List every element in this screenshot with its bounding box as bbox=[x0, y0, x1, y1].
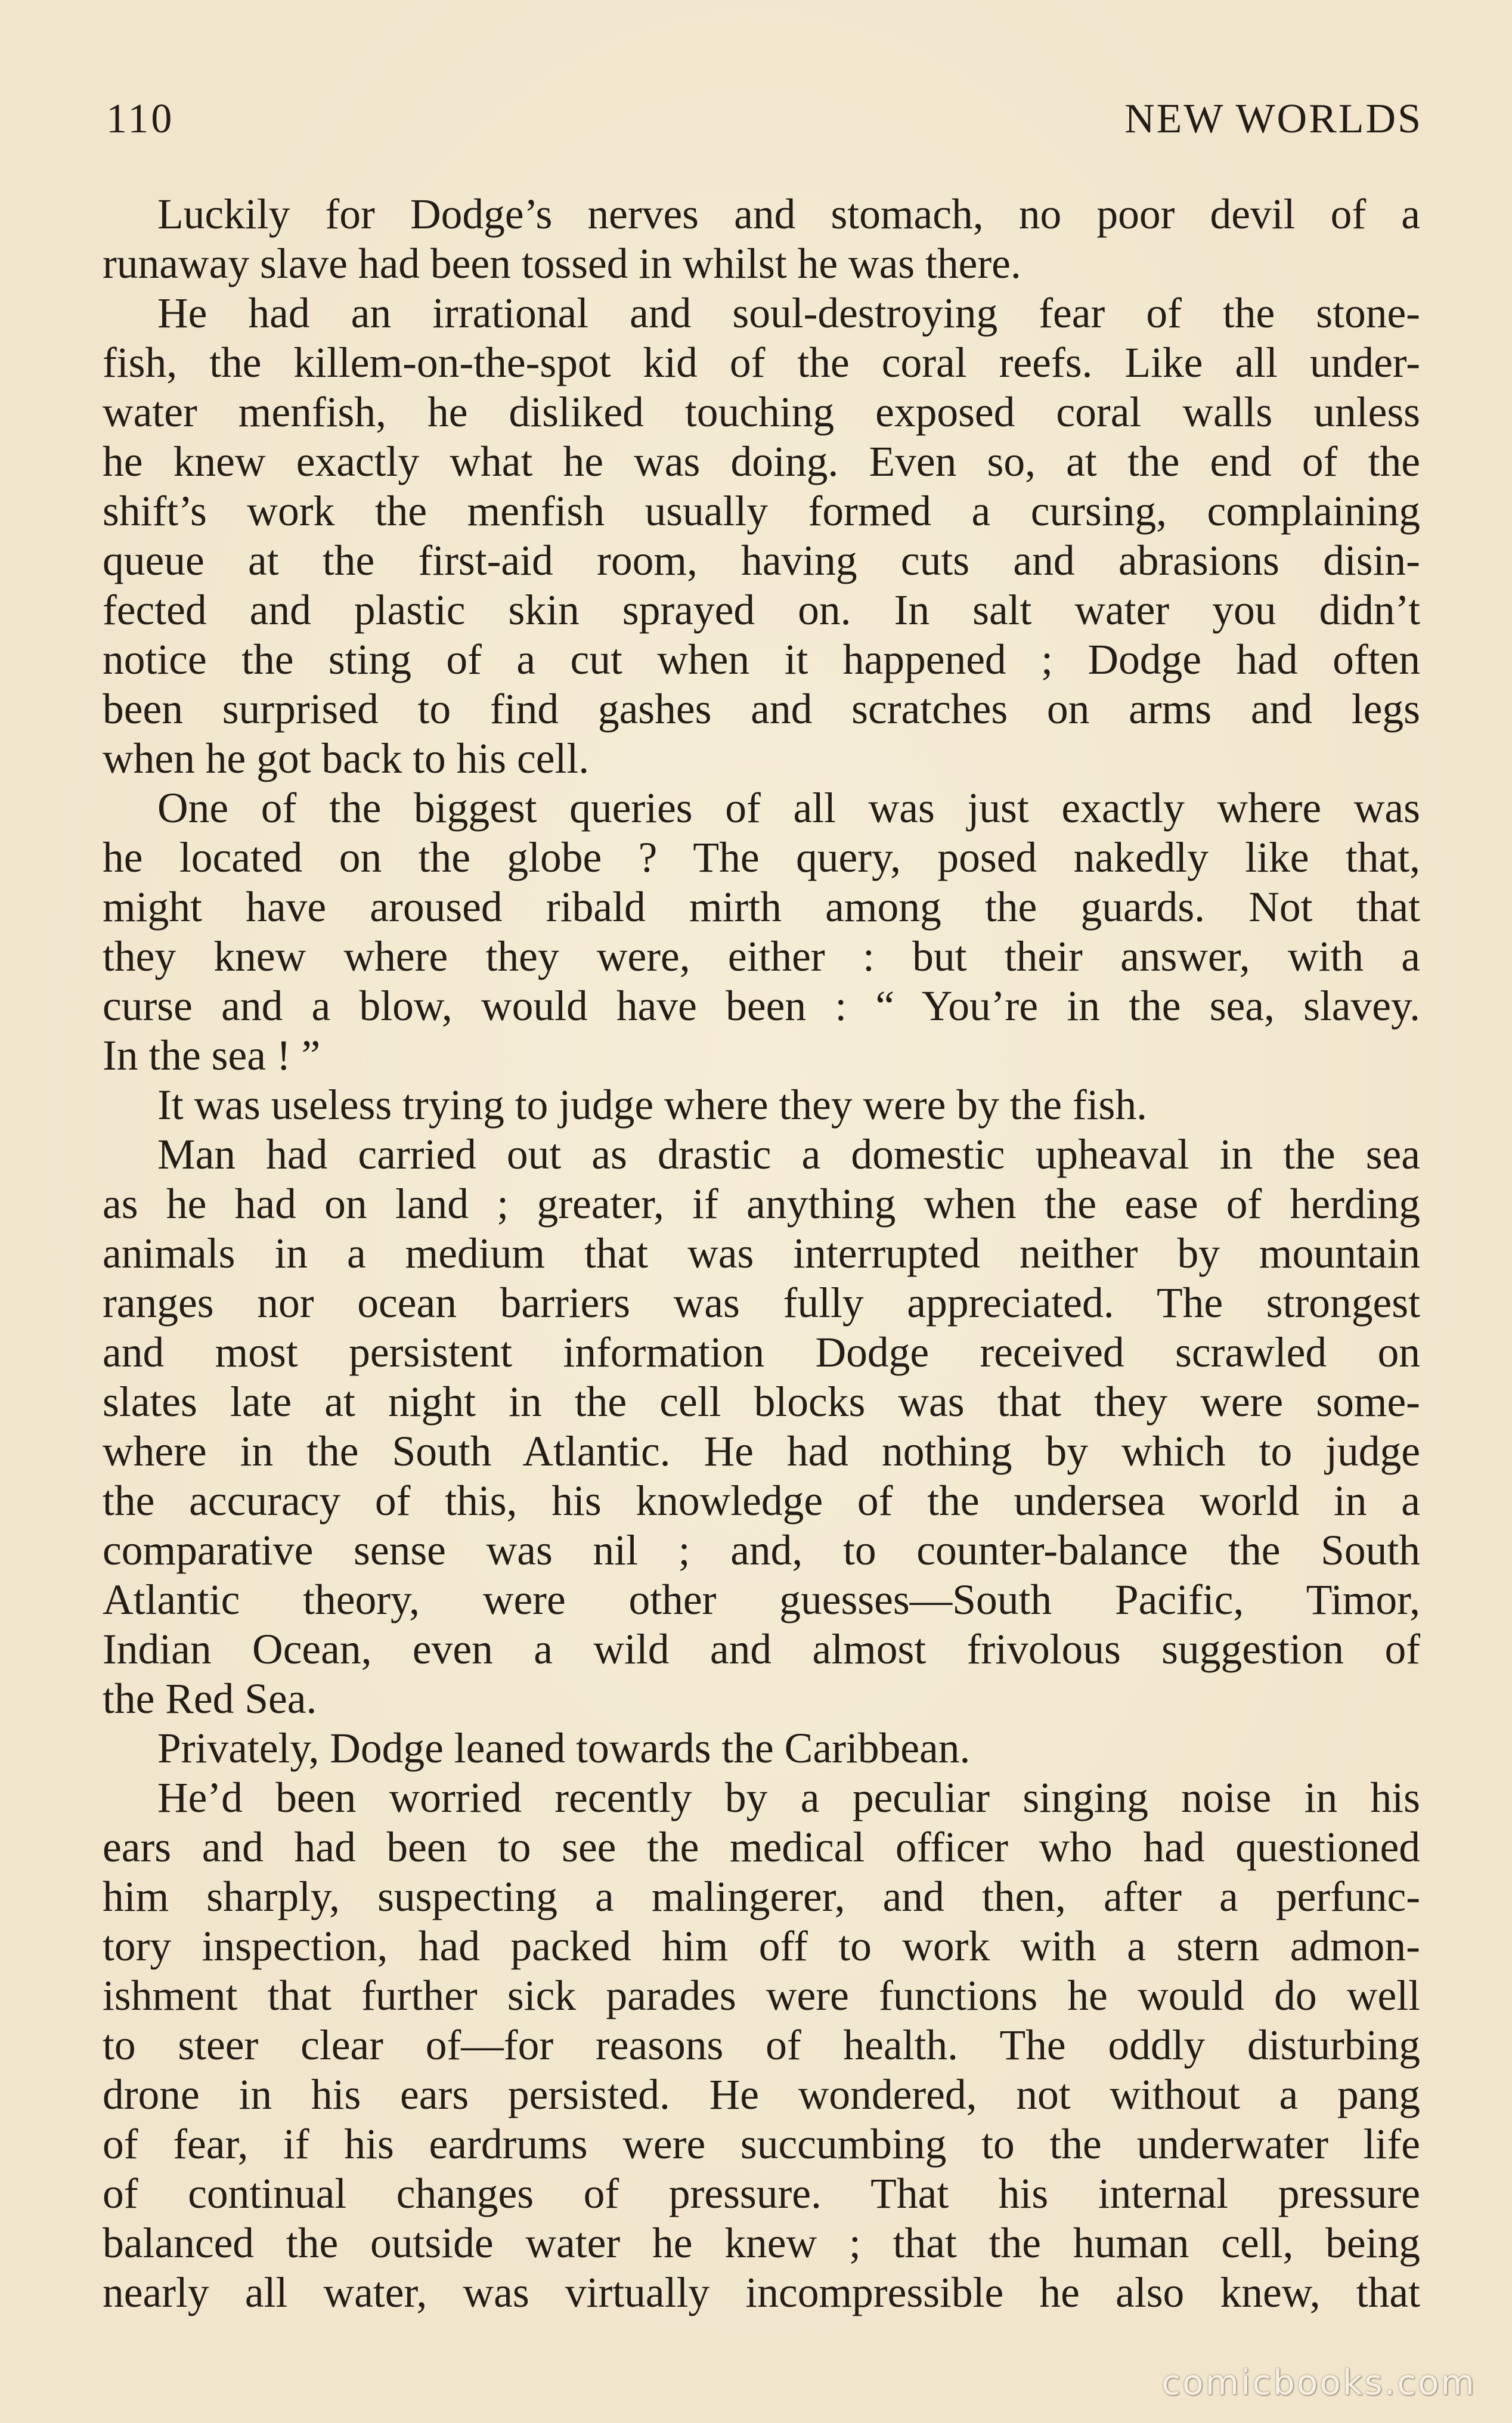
text-line: they knew where they were, either : but their answer, with a bbox=[103, 933, 1420, 980]
text-line: him sharply, suspecting a malingerer, and then, after a perfunc- bbox=[103, 1873, 1420, 1920]
text-line: nearly all water, was virtually incompressible he also knew, that bbox=[103, 2269, 1420, 2316]
text-line: In the sea ! ” bbox=[103, 1032, 321, 1079]
text-line: Indian Ocean, even a wild and almost frivolous suggestion of bbox=[103, 1626, 1420, 1673]
text-line: and most persistent information Dodge received scrawled on bbox=[103, 1329, 1420, 1376]
text-line: fected and plastic skin sprayed on. In salt water you didn’t bbox=[103, 587, 1420, 634]
text-line: Man had carried out as drastic a domestic upheaval in the sea bbox=[157, 1131, 1420, 1178]
text-line: when he got back to his cell. bbox=[103, 735, 590, 782]
text-line: of continual changes of pressure. That his internal pressure bbox=[103, 2170, 1420, 2217]
text-line: slates late at night in the cell blocks was that they were some- bbox=[103, 1378, 1420, 1426]
text-line: the Red Sea. bbox=[103, 1675, 317, 1722]
page-number: 110 bbox=[106, 96, 175, 142]
running-head: NEW WORLDS bbox=[1124, 96, 1423, 142]
text-line: He’d been worried recently by a peculiar singing noise in his bbox=[157, 1774, 1420, 1821]
text-line: Luckily for Dodge’s nerves and stomach, no poor devil of a bbox=[157, 191, 1420, 238]
page-header bbox=[106, 89, 1423, 149]
text-line: tory inspection, had packed him off to work with a stern admon- bbox=[103, 1923, 1420, 1970]
text-line: Atlantic theory, were other guesses—South Pacific, Timor, bbox=[103, 1576, 1420, 1623]
text-line: he located on the globe ? The query, posed nakedly like that, bbox=[103, 834, 1420, 881]
text-line: animals in a medium that was interrupted neither by mountain bbox=[103, 1230, 1420, 1277]
text-line: been surprised to find gashes and scratches on arms and legs bbox=[103, 686, 1420, 733]
text-line: he knew exactly what he was doing. Even so, at the end of the bbox=[103, 438, 1420, 485]
text-line: It was useless trying to judge where they were by the fish. bbox=[157, 1082, 1147, 1129]
text-line: ears and had been to see the medical officer who had questioned bbox=[103, 1824, 1420, 1871]
text-line: water menfish, he disliked touching exposed coral walls unless bbox=[103, 389, 1420, 436]
text-line: balanced the outside water he knew ; that the human cell, being bbox=[103, 2220, 1420, 2267]
text-line: ishment that further sick parades were functions he would do well bbox=[103, 1972, 1420, 2019]
text-line: queue at the first-aid room, having cuts and abrasions disin- bbox=[103, 537, 1420, 584]
text-line: fish, the killem-on-the-spot kid of the coral reefs. Like all under- bbox=[103, 339, 1420, 386]
text-line: Privately, Dodge leaned towards the Caribbean. bbox=[157, 1725, 971, 1772]
text-line: ranges nor ocean barriers was fully appreciated. The strongest bbox=[103, 1279, 1420, 1327]
text-line: the accuracy of this, his knowledge of the undersea world in a bbox=[103, 1477, 1420, 1525]
text-line: runaway slave had been tossed in whilst he was there. bbox=[103, 240, 1021, 287]
text-line: notice the sting of a cut when it happened ; Dodge had often bbox=[103, 636, 1420, 683]
text-line: of fear, if his eardrums were succumbing to the underwater life bbox=[103, 2121, 1420, 2168]
text-line: He had an irrational and soul-destroying fear of the stone- bbox=[157, 290, 1420, 337]
text-line: might have aroused ribald mirth among the guards. Not that bbox=[103, 884, 1420, 931]
text-line: to steer clear of—for reasons of health. The oddly disturbing bbox=[103, 2022, 1420, 2069]
watermark: comicbooks.com bbox=[1161, 2362, 1476, 2403]
text-line: shift’s work the menfish usually formed a cursing, complaining bbox=[103, 488, 1420, 535]
text-line: curse and a blow, would have been : “ You’re in the sea, slavey. bbox=[103, 983, 1420, 1030]
text-line: comparative sense was nil ; and, to counter-balance the South bbox=[103, 1527, 1420, 1574]
text-line: drone in his ears persisted. He wondered, not without a pang bbox=[103, 2071, 1420, 2118]
text-line: where in the South Atlantic. He had nothing by which to judge bbox=[103, 1428, 1420, 1475]
text-line: as he had on land ; greater, if anything when the ease of herding bbox=[103, 1180, 1420, 1228]
text-line: One of the biggest queries of all was just exactly where was bbox=[157, 785, 1420, 832]
body-text bbox=[103, 190, 1420, 2317]
